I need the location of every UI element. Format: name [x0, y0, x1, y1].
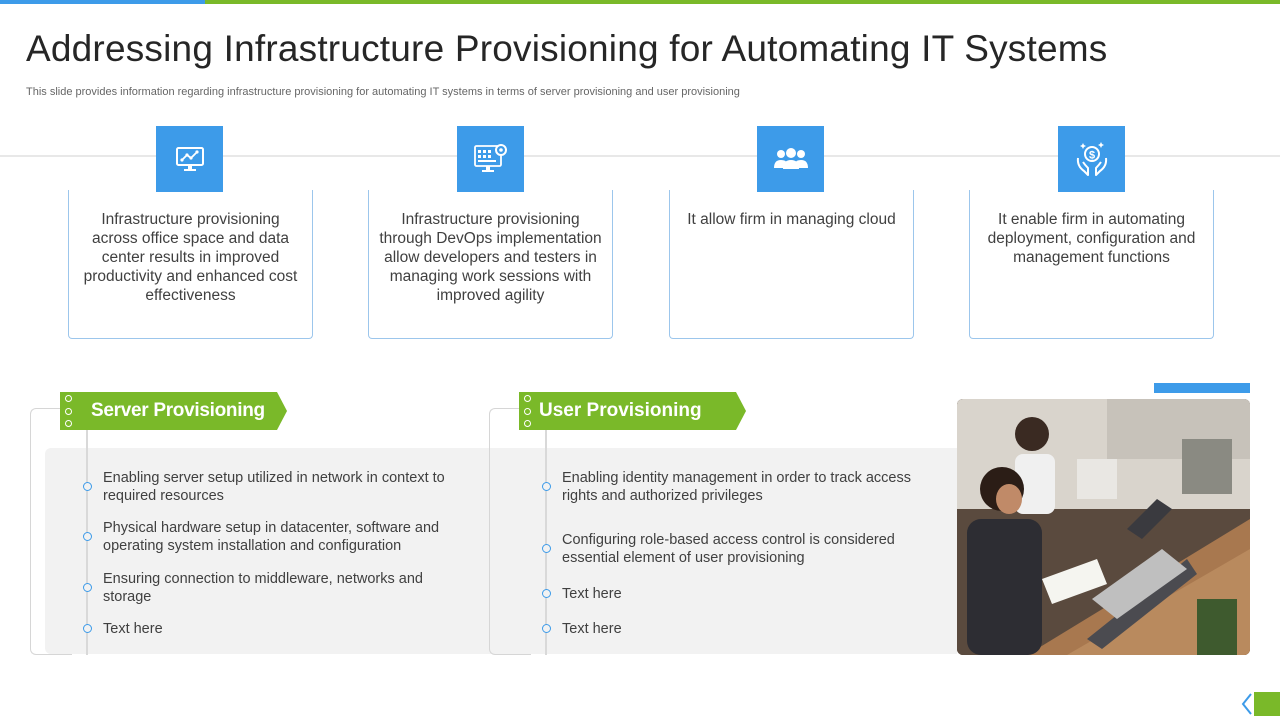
server-provisioning-heading: Server Provisioning [91, 400, 265, 421]
user-provisioning-ribbon [519, 392, 736, 430]
server-bracket [30, 408, 72, 655]
page-subtitle: This slide provides information regarding infrastructure provisioning for automating IT systems in terms of server provisioning and user provisioning [26, 86, 740, 98]
server-item-2: Physical hardware setup in datacenter, software and operating system installation and configuration [103, 520, 440, 554]
svg-text:$: $ [1088, 149, 1095, 162]
bullet-dot [542, 544, 551, 553]
top-accent-bar-green [205, 0, 1280, 4]
info-card-2 [368, 190, 613, 339]
photo-accent-bar [1154, 383, 1250, 393]
user-bracket [489, 408, 531, 655]
bullet-dot [542, 482, 551, 491]
card-text: Infrastructure provisioning through DevOps implementation allow developers and testers in managing work sessions with improved agility [379, 211, 602, 304]
bullet-dot [542, 589, 551, 598]
page-title: Addressing Infrastructure Provisioning for Automating IT Systems [26, 28, 1108, 69]
bullet-dot [83, 532, 92, 541]
info-card-1 [68, 190, 313, 339]
card-text: It allow firm in managing cloud [687, 211, 896, 228]
info-card-4 [969, 190, 1214, 339]
user-item-1: Enabling identity management in order to track access rights and authorized privileges [562, 470, 911, 504]
server-item-4: Text here [103, 621, 163, 637]
ribbon-rings-icon [524, 395, 534, 427]
user-timeline [545, 430, 547, 655]
chevron-left-icon[interactable] [1240, 692, 1254, 716]
hands-dollar-icon [1058, 126, 1125, 192]
server-timeline [86, 430, 88, 655]
server-item-1: Enabling server setup utilized in network in context to required resources [103, 470, 445, 504]
user-item-3: Text here [562, 586, 622, 602]
bullet-dot [542, 624, 551, 633]
office-team-photo [957, 399, 1250, 655]
top-accent-bar-blue [0, 0, 205, 4]
card-text: Infrastructure provisioning across office space and data center results in improved productivity and enhanced cost effectiveness [83, 211, 298, 304]
user-provisioning-heading: User Provisioning [539, 400, 702, 421]
devops-settings-icon [457, 126, 524, 192]
ribbon-rings-icon [65, 395, 75, 427]
team-icon [757, 126, 824, 192]
server-provisioning-ribbon [60, 392, 277, 430]
nav-corner-block [1254, 692, 1280, 716]
card-text: It enable firm in automating deployment, configuration and management functions [987, 211, 1196, 266]
bullet-dot [83, 482, 92, 491]
user-item-2: Configuring role-based access control is considered essential element of user provisioning [562, 532, 895, 566]
server-item-3: Ensuring connection to middleware, networks and storage [103, 571, 423, 605]
user-item-4: Text here [562, 621, 622, 637]
bullet-dot [83, 624, 92, 633]
info-card-3 [669, 190, 914, 339]
monitor-chart-icon [156, 126, 223, 192]
bullet-dot [83, 583, 92, 592]
